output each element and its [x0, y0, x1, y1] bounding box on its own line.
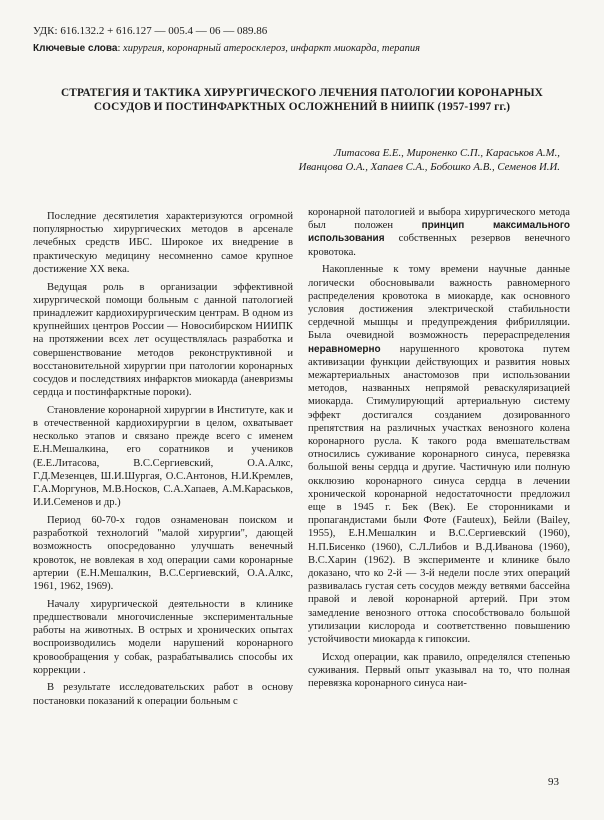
- authors: [120, 146, 560, 174]
- keywords-text: хирургия, коронарный атеросклероз, инфаркт миокарда, терапия: [123, 43, 420, 54]
- text-run: коронарной патологией и выбора хирургического метода был положен: [308, 207, 570, 232]
- authors-line: Литасова Е.Е., Мироненко С.П., Караськов А.М.,: [333, 147, 560, 159]
- paragraph: [308, 206, 570, 259]
- keywords-label: Ключевые слова: [33, 43, 118, 54]
- right-column: [308, 206, 570, 695]
- text-run: нарушенного кровотока путем активизации функции действующих и развития новых межартериальных анастомозов при использовании методов, названных непрямой реваскуляризацией миокарда. Стимулирующий артериальную систему эффект достигался созданием дозированного препятствия на различных участках венозного колена коронарного русла. К такого рода вмешательствам относились суживание коронарного синуса, перевязка большой вены сердца и другие. Частичную или полную окклюзию коронарного синуса сердца в лечении хронической коронарной недостаточности предложил еще в 1945 г. Бек (Век). Ее сторонниками и пропагандистами были Фоте (Fauteux), Бейли (Bailey, 1955), Е.Н.Мешалкин и В.С.Сергиевский (1960), Н.П.Бисенко (1960), С.Л.Либов и В.Д.Иванова (1960), В.С.Харин (1962). В эксперименте и клинике было доказано, что ко 2-й — 3-й недели после этих операций развивалась густая сеть сосудов между ветвями бассейна правой и левой коронарной артерий. При этом замедление венозного оттока способствовало большой утилизации кислорода и соответственно повышению устойчивости миокарда к гипоксии.: [308, 343, 570, 645]
- authors-line: Иванцова О.А., Хапаев С.А., Бобошко А.В., Семенов И.И.: [298, 161, 560, 173]
- paragraph: Исход операции, как правило, определялся степенью суживания. Первый опыт указывал на то, что полная перевязка коронарного синуса наи-: [308, 651, 570, 690]
- paragraph: Период 60-70-х годов ознаменован поиском и разработкой технологий "малой хирургии", дающей возможность опосредованно улучшать венечный кровоток, не вовлекая в ход операции сами коронарные артерии (Е.Н.Мешалкин, В.С.Сергиевский, О.А.Алкс, 1961, 1962, 1969).: [33, 514, 293, 592]
- article-title: СТРАТЕГИЯ И ТАКТИКА ХИРУРГИЧЕСКОГО ЛЕЧЕНИЯ ПАТОЛОГИИ КОРОНАРНЫХ СОСУДОВ И ПОСТИНФАРКТНЫХ ОСЛОЖНЕНИЙ В НИИПК (1957-1997 гг.): [61, 87, 543, 114]
- left-column: [33, 210, 293, 712]
- text-run: собственных резервов венечного кровотока.: [308, 233, 570, 258]
- keywords-separator: :: [117, 43, 124, 54]
- paragraph: Началу хирургической деятельности в клинике предшествовали многочисленные экспериментальные работы на животных. В острых и хронических опытах воспроизводились модели нарушений коронарного кровообращения у собак, разрабатывались способы их коррекции .: [33, 598, 293, 676]
- paragraph: Последние десятилетия характеризуются огромной популярностью хирургических методов в арсенале лечебных средств ИБС. Широкое их внедрение в практическую медицину несомненно самое крупное достижение XX века.: [33, 211, 293, 275]
- udk-code: УДК: 616.132.2 + 616.127 — 005.4 — 06 — 089.86: [33, 25, 268, 37]
- text-run: Накопленные к тому времени научные данные логически обосновывали важность равномерного распределения кровотока в миокарде, как основного условия достижения электрической стабильности сердечной мышцы и предупреждения фибрилляции. Была очевидной возможность перераспределения: [308, 264, 570, 342]
- page-number: 93: [548, 776, 559, 788]
- keywords-line: [33, 42, 583, 55]
- emphasis: принцип максимального использования: [308, 220, 570, 245]
- emphasis: неравномерно: [308, 343, 381, 355]
- paragraph: Ведущая роль в организации эффективной хирургической помощи больным с данной патологией принадлежит кардиохирургическим центрам. В одном из крупнейших центров России — Новосибирском НИИПК на протяжении всех лет осуществлялась разработка и совершенствование методов реконструктивной и восстановительной хирургии при патологии коронарных сосудов и последствиях инфарктов миокарда (аневризмы сердца и постинфарктные пороки).: [33, 281, 293, 399]
- paragraph: Становление коронарной хирургии в Институте, как и в отечественной кардиохирургии в целом, охватывает несколько этапов и связано прежде всего с именем Е.Н.Мешалкина, его соратников и учеников (Е.Е.Литасова, В.С.Сергиевский, О.А.Алкс, Г.Д.Мезенцев, Ш.И.Шургая, О.С.Антонов, Н.И.Кремлев, Г.А.Моргунов, М.В.Носков, С.А.Хапаев, А.М.Караськов, И.И.Семенов и др.): [33, 404, 293, 509]
- paragraph: [308, 263, 570, 646]
- paragraph: В результате исследовательских работ в основу постановки показаний к операции больным с: [33, 682, 293, 707]
